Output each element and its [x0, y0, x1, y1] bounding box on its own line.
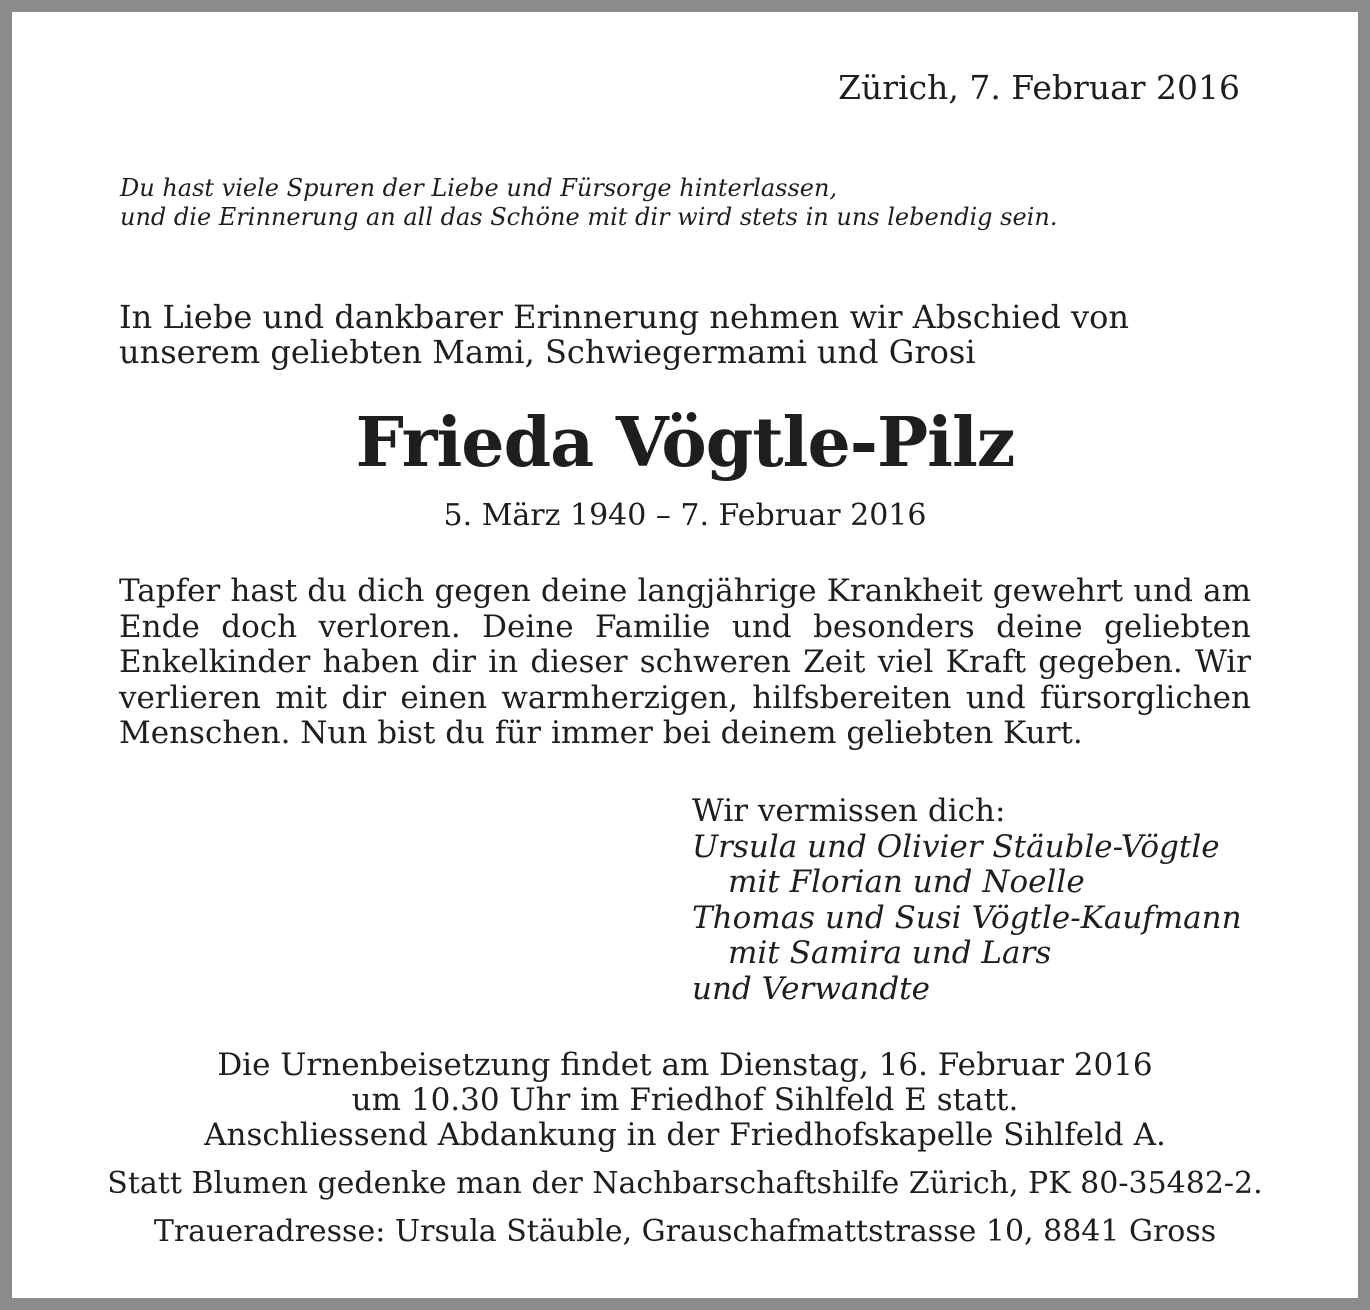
mourner-line: und Verwandte	[692, 970, 930, 1007]
ceremony-notice	[12, 1048, 1358, 1153]
mourning-address: Traueradresse: Ursula Stäuble, Grauschafmattstrasse 10, 8841 Gross	[153, 1214, 1217, 1249]
ceremony-line: Anschliessend Abdankung in der Friedhofskapelle Sihlfeld A.	[204, 1117, 1166, 1153]
mourner-line: Ursula und Olivier Stäuble-Vögtle	[692, 828, 1220, 865]
tribute-paragraph: Tapfer hast du dich gegen deine langjährige Krankheit gewehrt und am Ende doch verloren. Deine Familie und besonders deine geliebten Enkelkinder haben dir in dieser schweren Zeit viel Kraft gegeben. Wir verlieren mit dir einen warmherzigen, hilfsbereiten und fürsorglichen Menschen. Nun bist du für immer bei deinem geliebten Kurt.	[119, 573, 1251, 751]
motto-line: und die Erinnerung an all das Schöne mit dir wird stets in uns lebendig sein.	[120, 203, 1058, 231]
donation-note: Statt Blumen gedenke man der Nachbarschaftshilfe Zürich, PK 80-35482-2.	[107, 1166, 1263, 1201]
deceased-name: Frieda Vögtle-Pilz	[355, 403, 1015, 483]
intro-paragraph: In Liebe und dankbarer Erinnerung nehmen wir Abschied von unserem geliebten Mami, Schwiegermami und Grosi	[119, 298, 1129, 371]
life-dates: 5. März 1940 – 7. Februar 2016	[443, 498, 927, 533]
mourners-signature	[692, 794, 1242, 1007]
mourner-line: mit Florian und Noelle	[728, 864, 1085, 900]
motto-quote	[120, 174, 1057, 232]
place-date: Zürich, 7. Februar 2016	[838, 68, 1240, 107]
ceremony-line: Die Urnenbeisetzung findet am Dienstag, 16. Februar 2016	[217, 1047, 1153, 1083]
motto-line: Du hast viele Spuren der Liebe und Fürsorge hinterlassen,	[120, 174, 838, 202]
signature-heading: Wir vermissen dich:	[692, 793, 1006, 829]
ceremony-line: um 10.30 Uhr im Friedhof Sihlfeld E statt.	[351, 1082, 1019, 1118]
mourner-line: Thomas und Susi Vögtle-Kaufmann	[692, 899, 1242, 936]
obituary-card	[12, 12, 1358, 1298]
mourner-line: mit Samira und Lars	[728, 935, 1052, 971]
